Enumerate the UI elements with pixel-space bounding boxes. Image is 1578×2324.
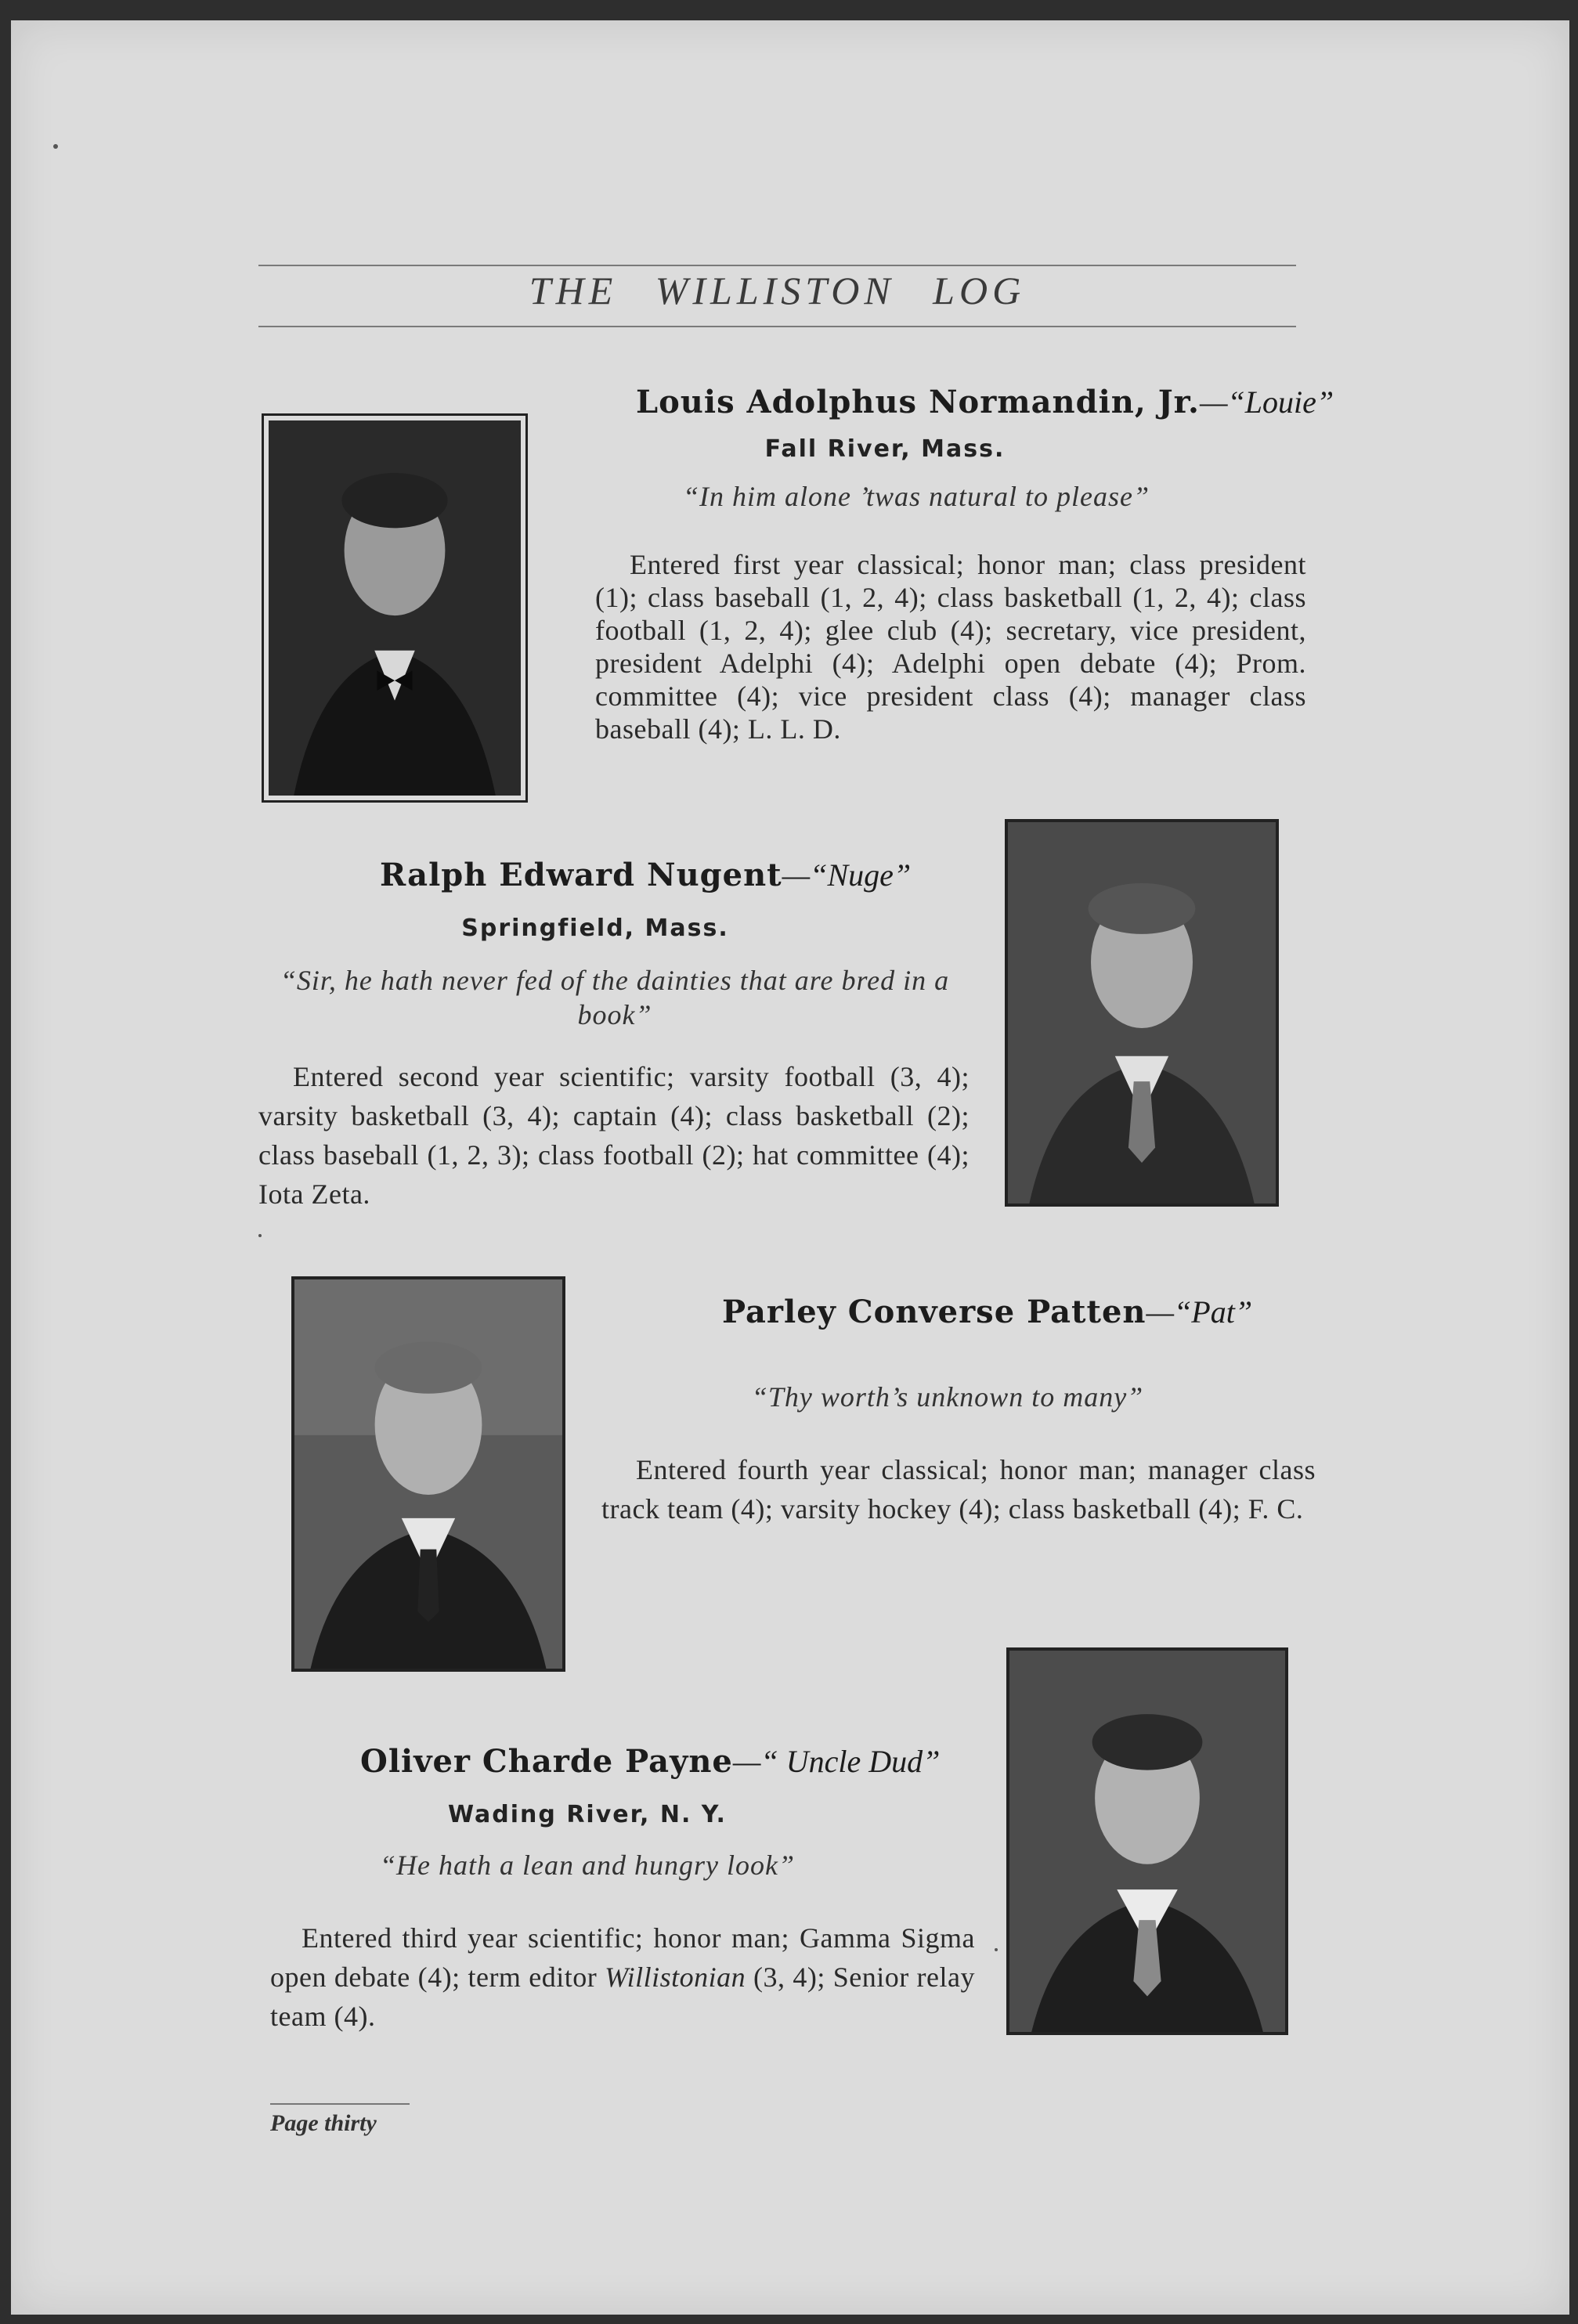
portrait-photo-payne: [1006, 1647, 1288, 2035]
student-hometown: Wading River, N. Y.: [448, 1801, 727, 1828]
paper-speck: [53, 144, 58, 149]
student-hometown: Fall River, Mass.: [764, 435, 1006, 463]
portrait-photo-normandin: [262, 413, 528, 803]
student-name: Ralph Edward Nugent: [380, 857, 782, 893]
student-bio: Entered fourth year classical; honor man; manager class track team (4); varsity hockey (4); class basketball (4); F. C.: [601, 1454, 1316, 1525]
header-rule-top: [258, 265, 1296, 266]
page-header-title: THE WILLISTON LOG: [529, 269, 1026, 312]
student-bio: Entered first year classical; honor man; class president (1); class baseball (1, 2, 4); class basketball (1, 2, 4); class football (1, 2, 4); glee club (4); secretary, vice president, president Adelphi (4); Adelphi open debate (4); Prom. committee (4); vice president class (4); manager class baseball (4); L. L. D.: [595, 549, 1306, 745]
student-name: Oliver Charde Payne: [360, 1743, 733, 1780]
student-nickname: —“ Uncle Dud”: [732, 1744, 941, 1779]
entry-name-line: [722, 1294, 1252, 1330]
paper-speck: [258, 1234, 262, 1237]
portrait-photo-nugent: [1005, 819, 1279, 1207]
student-quote: “Thy worth’s unknown to many”: [751, 1381, 1144, 1413]
bio-text: Entered third year scientific; honor man; Gamma Sigma open debate (4); term editor: [270, 1922, 975, 1993]
portrait-photo-patten: [291, 1276, 565, 1672]
student-quote: “He hath a lean and hungry look”: [380, 1849, 795, 1881]
paper-speck: [995, 1948, 998, 1951]
publication-title: Willistonian: [605, 1961, 746, 1993]
student-nickname: —“Nuge”: [782, 857, 912, 893]
entry-name-line: [636, 384, 1334, 420]
footer-rule: [270, 2103, 410, 2105]
header-rule-bottom: [258, 326, 1296, 327]
entry-name-line: [380, 857, 911, 893]
bio-text: (3, 4); Senior relay team (4).: [270, 1961, 975, 2032]
page-number: Page thirty: [270, 2110, 377, 2136]
student-bio: [270, 1918, 975, 2036]
student-name: Louis Adolphus Normandin, Jr.: [636, 384, 1200, 420]
student-nickname: —“Louie”: [1199, 384, 1334, 420]
student-hometown: Springfield, Mass.: [461, 915, 729, 942]
student-name: Parley Converse Patten: [722, 1294, 1146, 1330]
student-quote: “In him alone ’twas natural to please”: [682, 481, 1150, 512]
entry-name-line: [360, 1743, 940, 1780]
student-quote: “Sir, he hath never fed of the dainties that are bred in a book”: [280, 965, 950, 1030]
student-bio: Entered second year scientific; varsity football (3, 4); varsity basketball (3, 4); captain (4); class basketball (2); class baseball (1, 2, 3); class football (2); hat committee (4); Iota Zeta.: [258, 1061, 970, 1210]
student-nickname: —“Pat”: [1146, 1294, 1253, 1330]
